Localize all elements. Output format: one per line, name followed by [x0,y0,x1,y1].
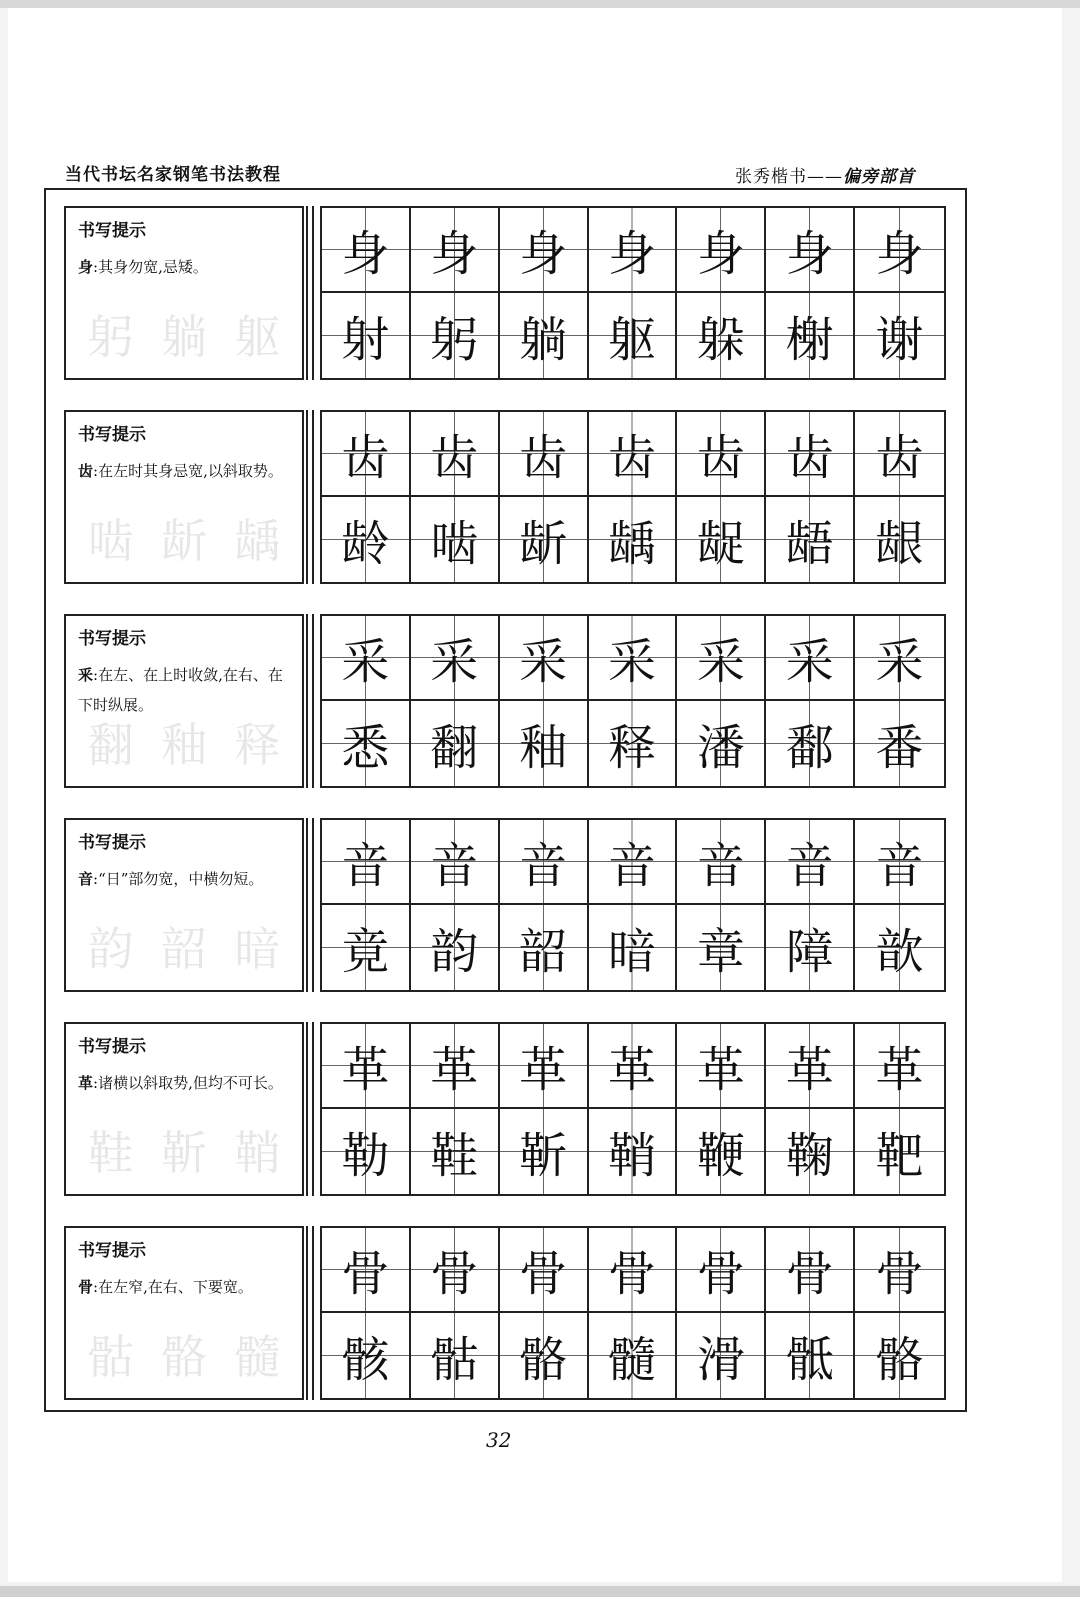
faded-trace-character: 靳 [160,1126,207,1180]
radical-example-cell [677,616,766,701]
calligraphy-character: 韶 [519,924,568,980]
faded-trace-character: 骼 [160,1330,207,1384]
character-example-cell [677,293,766,378]
calligraphy-character: 歆 [875,924,924,980]
radical-example-cell [500,1228,589,1313]
calligraphy-character: 障 [785,924,834,980]
character-example-cell [589,497,678,582]
faded-trace-character: 骷 [87,1330,134,1384]
calligraphy-character: 骨 [785,1246,834,1302]
tian-grid [320,1022,946,1196]
calligraphy-character: 射 [341,312,390,368]
calligraphy-character: 革 [519,1042,568,1098]
tip-radical: 骨 [78,1278,94,1296]
radical-example-cell [322,1024,411,1109]
calligraphy-character: 音 [430,838,479,894]
radical-block [64,206,942,380]
radical-example-cell [411,208,500,293]
calligraphy-character: 悉 [341,720,390,776]
calligraphy-character: 齿 [785,430,834,486]
character-example-cell [589,293,678,378]
character-example-cell [855,701,944,786]
calligraphy-character: 革 [430,1042,479,1098]
character-example-cell [766,497,855,582]
character-example-cell [855,905,944,990]
tip-text [78,864,292,894]
calligraphy-character: 勒 [341,1128,390,1184]
calligraphy-character: 革 [607,1042,656,1098]
radical-example-cell [589,820,678,905]
radical-example-cell [589,1228,678,1313]
calligraphy-character: 释 [607,720,656,776]
radical-example-cell [766,820,855,905]
radical-block [64,1226,942,1400]
character-example-cell [766,905,855,990]
tip-description: :在左、在上时收敛,在右、在下时纵展。 [78,666,283,714]
calligraphy-character: 暗 [607,924,656,980]
character-example-cell [411,1109,500,1194]
radical-example-cell [411,820,500,905]
tip-text [78,1272,292,1302]
calligraphy-character: 身 [696,226,745,282]
radical-example-cell [855,412,944,497]
calligraphy-character: 龋 [607,516,656,572]
writing-tip-box [64,818,304,992]
calligraphy-character: 骨 [430,1246,479,1302]
character-example-cell [322,497,411,582]
writing-tip-box [64,410,304,584]
calligraphy-character: 革 [785,1042,834,1098]
calligraphy-character: 靶 [875,1128,924,1184]
tip-radical: 齿 [78,462,94,480]
scan-top-edge [0,0,1080,8]
calligraphy-character: 音 [607,838,656,894]
faded-trace-character: 翻 [87,718,134,772]
faded-trace-character: 韵 [87,922,134,976]
faded-trace-characters [74,304,294,364]
radical-example-cell [322,820,411,905]
faded-trace-character: 啮 [87,514,134,568]
calligraphy-character: 骨 [607,1246,656,1302]
radical-example-cell [500,1024,589,1109]
radical-example-cell [677,1024,766,1109]
faded-trace-character: 躯 [234,310,281,364]
character-example-cell [677,1313,766,1398]
radical-example-cell [766,616,855,701]
faded-trace-character: 龂 [160,514,207,568]
author-style: 张秀楷书—— [735,167,843,187]
calligraphy-character: 鞭 [696,1128,745,1184]
character-example-cell [411,293,500,378]
writing-tip-box [64,1022,304,1196]
character-example-cell [855,497,944,582]
character-example-cell [322,1109,411,1194]
double-rule-separator [306,410,314,584]
faded-trace-characters [74,508,294,568]
calligraphy-character: 啮 [430,516,479,572]
calligraphy-character: 采 [875,634,924,690]
calligraphy-character: 身 [785,226,834,282]
double-rule-separator [306,206,314,380]
radical-block [64,1022,942,1196]
tip-text [78,1068,292,1098]
calligraphy-character: 音 [519,838,568,894]
calligraphy-character: 鞋 [430,1128,479,1184]
tip-description: :诸横以斜取势,但均不可长。 [93,1074,283,1092]
tip-text [78,456,292,486]
tip-title: 书写提示 [78,1241,146,1261]
double-rule-separator [306,1022,314,1196]
faded-trace-character: 髓 [234,1330,281,1384]
calligraphy-character: 龄 [341,516,390,572]
radical-example-cell [322,412,411,497]
radical-example-cell [766,1228,855,1313]
radical-example-cell [322,1228,411,1313]
tip-description: :在左窄,在右、下要宽。 [93,1278,253,1296]
calligraphy-character: 采 [430,634,479,690]
radical-example-cell [322,616,411,701]
calligraphy-character: 身 [519,226,568,282]
calligraphy-character: 潘 [696,720,745,776]
radical-example-cell [589,208,678,293]
writing-tip-box [64,206,304,380]
calligraphy-character: 齿 [341,430,390,486]
calligraphy-character: 骷 [430,1332,479,1388]
calligraphy-character: 釉 [519,720,568,776]
calligraphy-character: 躯 [607,312,656,368]
faded-trace-characters [74,712,294,772]
character-example-cell [500,1313,589,1398]
tian-grid [320,614,946,788]
calligraphy-character: 章 [696,924,745,980]
calligraphy-character: 骨 [519,1246,568,1302]
book-title: 当代书坛名家钢笔书法教程 [65,165,281,185]
calligraphy-character: 音 [785,838,834,894]
calligraphy-character: 音 [341,838,390,894]
faded-trace-characters [74,1120,294,1180]
radical-example-cell [677,820,766,905]
faded-trace-character: 暗 [234,922,281,976]
character-example-cell [677,701,766,786]
radical-example-cell [589,1024,678,1109]
calligraphy-character: 采 [696,634,745,690]
calligraphy-character: 龈 [875,516,924,572]
calligraphy-character: 榭 [785,312,834,368]
radical-example-cell [766,208,855,293]
calligraphy-character: 齿 [519,430,568,486]
tip-title: 书写提示 [78,221,146,241]
calligraphy-character: 齿 [875,430,924,486]
calligraphy-character: 采 [607,634,656,690]
section-title [735,162,915,187]
double-rule-separator [306,614,314,788]
calligraphy-character: 骨 [875,1246,924,1302]
faded-trace-character: 龋 [234,514,281,568]
calligraphy-character: 骼 [875,1332,924,1388]
character-example-cell [766,701,855,786]
writing-tip-box [64,1226,304,1400]
radical-example-cell [766,1024,855,1109]
writing-tip-box [64,614,304,788]
tip-radical: 身 [78,258,94,276]
tip-description: :其身勿宽,忌矮。 [93,258,208,276]
tian-grid [320,206,946,380]
radical-example-cell [677,1228,766,1313]
calligraphy-character: 音 [875,838,924,894]
radical-example-cell [855,1228,944,1313]
tip-text [78,660,292,720]
radical-example-cell [855,208,944,293]
calligraphy-character: 谢 [875,312,924,368]
calligraphy-character: 滑 [696,1332,745,1388]
character-example-cell [855,1109,944,1194]
calligraphy-character: 龊 [696,516,745,572]
faded-trace-character: 鞋 [87,1126,134,1180]
calligraphy-character: 采 [785,634,834,690]
scan-bottom-edge [0,1586,1080,1597]
calligraphy-character: 革 [696,1042,745,1098]
radical-example-cell [855,616,944,701]
calligraphy-character: 番 [875,720,924,776]
character-example-cell [589,905,678,990]
calligraphy-character: 鄱 [785,720,834,776]
character-example-cell [322,701,411,786]
chapter-name: 偏旁部首 [843,167,915,187]
radical-example-cell [500,208,589,293]
tip-title: 书写提示 [78,833,146,853]
calligraphy-character: 身 [607,226,656,282]
tip-title: 书写提示 [78,629,146,649]
radical-example-cell [677,208,766,293]
calligraphy-character: 齿 [696,430,745,486]
calligraphy-character: 骸 [341,1332,390,1388]
faded-trace-character: 韶 [160,922,207,976]
radical-block [64,410,942,584]
tip-text [78,252,292,282]
faded-trace-character: 躺 [160,310,207,364]
radical-block [64,818,942,992]
character-example-cell [677,497,766,582]
calligraphy-character: 身 [341,226,390,282]
tian-grid [320,410,946,584]
calligraphy-character: 骶 [785,1332,834,1388]
calligraphy-character: 齿 [607,430,656,486]
faded-trace-character: 躬 [87,310,134,364]
character-example-cell [766,293,855,378]
radical-example-cell [855,820,944,905]
character-example-cell [322,293,411,378]
radical-example-cell [411,1228,500,1313]
character-example-cell [855,1313,944,1398]
character-example-cell [677,1109,766,1194]
tip-description: :“日”部勿宽，中横勿短。 [93,870,264,888]
character-example-cell [500,701,589,786]
faded-trace-characters [74,916,294,976]
radical-block [64,614,942,788]
character-example-cell [589,1109,678,1194]
calligraphy-character: 身 [430,226,479,282]
faded-trace-character: 鞘 [234,1126,281,1180]
calligraphy-character: 革 [341,1042,390,1098]
faded-trace-character: 釉 [160,718,207,772]
radical-example-cell [766,412,855,497]
calligraphy-character: 身 [875,226,924,282]
calligraphy-character: 骨 [696,1246,745,1302]
calligraphy-character: 龉 [785,516,834,572]
character-example-cell [500,1109,589,1194]
calligraphy-character: 骼 [519,1332,568,1388]
radical-example-cell [855,1024,944,1109]
calligraphy-character: 齿 [430,430,479,486]
calligraphy-character: 躲 [696,312,745,368]
faded-trace-characters [74,1324,294,1384]
tip-radical: 音 [78,870,94,888]
calligraphy-character: 鞠 [785,1128,834,1184]
radical-example-cell [589,616,678,701]
calligraphy-character: 韵 [430,924,479,980]
radical-example-cell [411,616,500,701]
character-example-cell [411,497,500,582]
calligraphy-character: 翻 [430,720,479,776]
tip-radical: 釆 [78,666,94,684]
character-example-cell [411,1313,500,1398]
calligraphy-character: 采 [341,634,390,690]
radical-example-cell [411,1024,500,1109]
calligraphy-character: 龂 [519,516,568,572]
calligraphy-character: 鞘 [607,1128,656,1184]
tian-grid [320,1226,946,1400]
radical-example-cell [677,412,766,497]
character-example-cell [411,905,500,990]
calligraphy-character: 躬 [430,312,479,368]
tip-radical: 革 [78,1074,94,1092]
tip-title: 书写提示 [78,1037,146,1057]
radical-example-cell [500,412,589,497]
character-example-cell [322,905,411,990]
character-example-cell [677,905,766,990]
calligraphy-character: 竟 [341,924,390,980]
double-rule-separator [306,818,314,992]
radical-example-cell [411,412,500,497]
calligraphy-character: 髓 [607,1332,656,1388]
character-example-cell [500,293,589,378]
radical-example-cell [500,820,589,905]
calligraphy-character: 骨 [341,1246,390,1302]
tip-title: 书写提示 [78,425,146,445]
calligraphy-character: 靳 [519,1128,568,1184]
tip-description: :在左时其身忌宽,以斜取势。 [93,462,283,480]
calligraphy-character: 躺 [519,312,568,368]
calligraphy-character: 采 [519,634,568,690]
tian-grid [320,818,946,992]
character-example-cell [322,1313,411,1398]
character-example-cell [766,1109,855,1194]
faded-trace-character: 释 [234,718,281,772]
character-example-cell [589,1313,678,1398]
calligraphy-character: 革 [875,1042,924,1098]
radical-example-cell [589,412,678,497]
double-rule-separator [306,1226,314,1400]
character-example-cell [411,701,500,786]
character-example-cell [855,293,944,378]
page-number: 32 [486,1428,512,1452]
character-example-cell [766,1313,855,1398]
practice-frame [44,188,967,1412]
character-example-cell [500,905,589,990]
radical-example-cell [322,208,411,293]
character-example-cell [500,497,589,582]
radical-example-cell [500,616,589,701]
calligraphy-character: 音 [696,838,745,894]
character-example-cell [589,701,678,786]
